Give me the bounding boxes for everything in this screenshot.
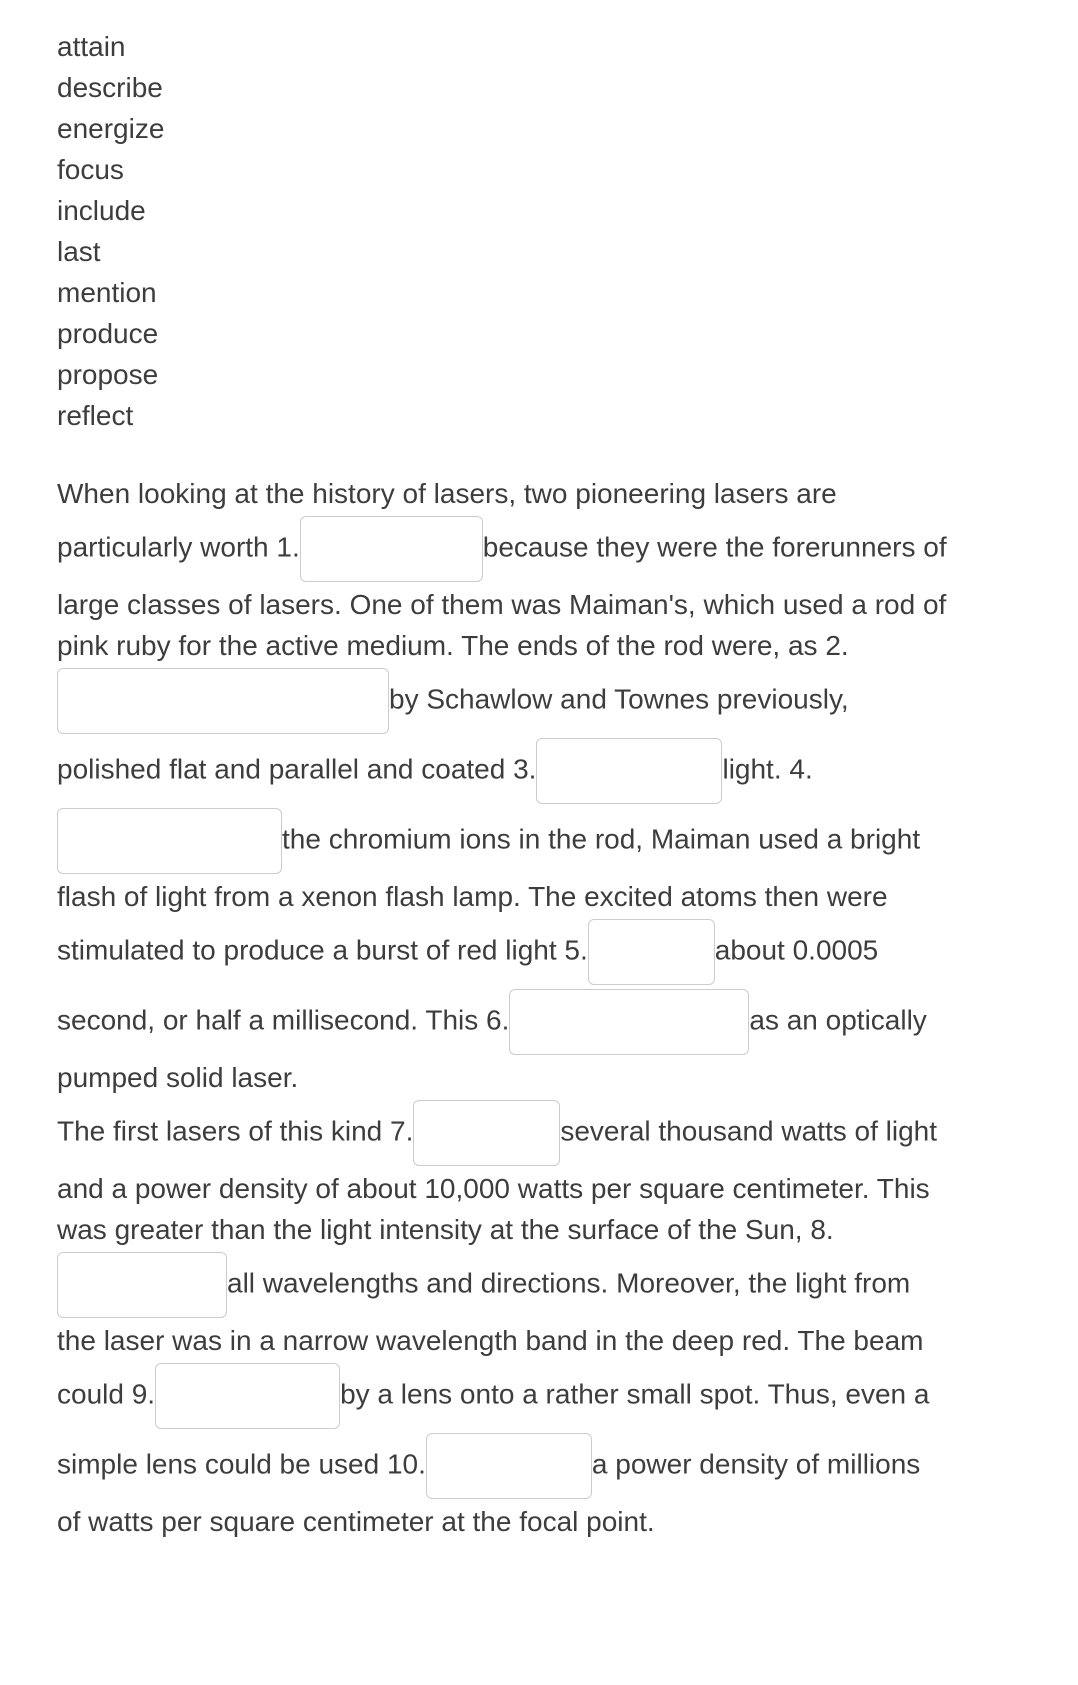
passage-paragraph: [57, 473, 947, 1098]
passage: [57, 473, 947, 1542]
passage-text: When looking at the history of lasers, two pioneering lasers are particularly worth 1.: [57, 478, 837, 563]
word-bank-item: last: [57, 236, 101, 267]
passage-text: the chromium ions in the rod, Maiman used a bright flash of light from a xenon flash lamp. The excited atoms then were stimulated to produce a burst of red light 5.: [57, 823, 921, 966]
blank-input-1[interactable]: [300, 516, 483, 582]
passage-text: about 0.0005 second, or half a millisecond. This 6.: [57, 934, 879, 1036]
word-bank-item: include: [57, 195, 146, 226]
passage-text: The first lasers of this kind 7.: [57, 1115, 414, 1147]
passage-text: as an optically pumped solid laser.: [57, 1004, 927, 1093]
blank-input-9[interactable]: [155, 1363, 340, 1429]
blank-input-7[interactable]: [413, 1100, 560, 1166]
word-bank-item: attain: [57, 31, 126, 62]
word-bank-item: energize: [57, 113, 165, 144]
blank-input-3[interactable]: [536, 738, 722, 804]
passage-paragraph: [57, 1098, 947, 1542]
word-bank-item: reflect: [57, 400, 134, 431]
passage-text: by a lens onto a rather small spot. Thus, even a simple lens could be used 10.: [57, 1378, 930, 1480]
word-bank-item: propose: [57, 359, 159, 390]
passage-text: a power density of millions of watts per square centimeter at the focal point.: [57, 1448, 921, 1537]
blank-input-2[interactable]: [57, 668, 389, 734]
word-bank-item: describe: [57, 72, 163, 103]
blank-input-6[interactable]: [509, 989, 749, 1055]
blank-input-5[interactable]: [588, 919, 715, 985]
word-bank-item: produce: [57, 318, 159, 349]
blank-input-8[interactable]: [57, 1252, 227, 1318]
word-bank: [57, 26, 947, 436]
passage-text: several thousand watts of light and a power density of about 10,000 watts per square centimeter. This was greater than the light intensity at the surface of the Sun, 8.: [57, 1115, 938, 1245]
word-bank-item: focus: [57, 154, 124, 185]
passage-text: by Schawlow and Townes previously, polished flat and parallel and coated 3.: [57, 683, 849, 785]
passage-text: all wavelengths and directions. Moreover, the light from the laser was in a narrow wavelength band in the deep red. The beam could 9.: [57, 1267, 924, 1410]
passage-text: light. 4.: [722, 753, 813, 785]
blank-input-10[interactable]: [426, 1433, 592, 1499]
passage-text: because they were the forerunners of large classes of lasers. One of them was Maiman's, which used a rod of pink ruby for the active medium. The ends of the rod were, as 2.: [57, 531, 947, 661]
word-bank-item: mention: [57, 277, 157, 308]
blank-input-4[interactable]: [57, 808, 282, 874]
